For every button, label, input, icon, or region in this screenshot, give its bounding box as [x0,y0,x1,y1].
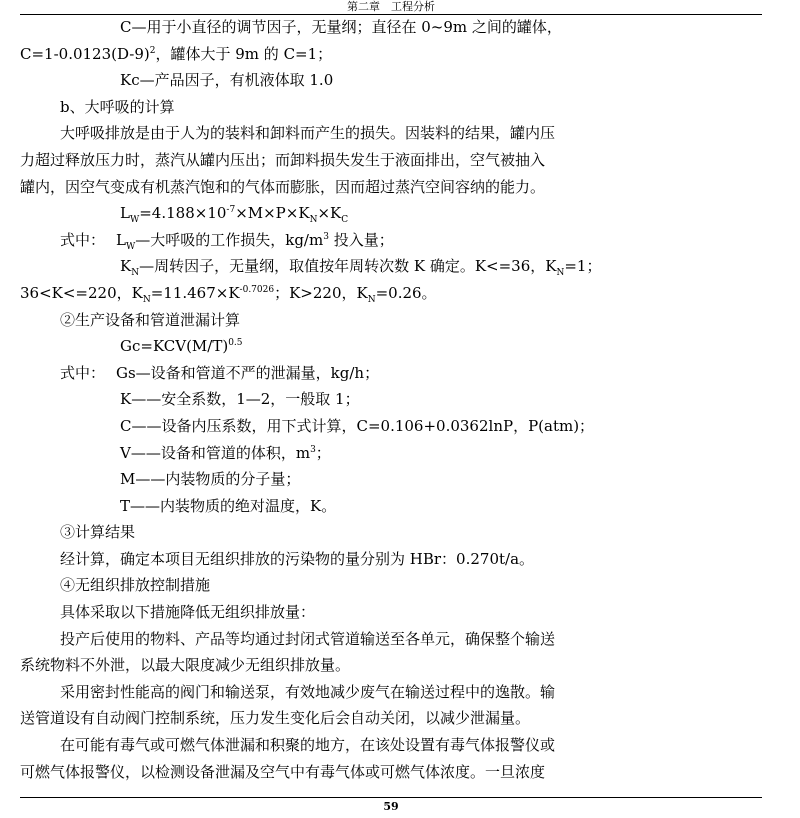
paragraph-line [20,440,762,467]
text: Gs—设备和管道不严的泄漏量，kg/h； [116,363,380,382]
text: 在可能有毒气或可燃气体泄漏和积聚的地方，在该处设置有毒气体报警仪或 [60,736,556,755]
text: b、大呼吸的计算 [60,97,175,116]
text: ③计算结果 [60,523,136,542]
page-number: 59 [383,800,399,813]
text: 罐内，因空气变成有机蒸汽饱和的气体而膨胀，因而超过蒸汽空间容纳的能力。 [20,177,546,196]
text: ②生产设备和管道泄漏计算 [60,310,241,329]
text: Kc—产品因子，有机液体取 1.0 [120,71,334,90]
text: 力超过释放压力时，蒸汽从罐内压出；而卸料损失发生于液面排出，空气被抽入 [20,150,546,169]
text: 采用密封性能高的阀门和输送泵，有效地减少废气在输送过程中的逸散。输 [60,682,556,701]
paragraph-line [20,280,762,307]
paragraph-line [20,679,762,706]
formula: L [120,204,130,223]
text: ，罐体大于 9m 的 C=1； [155,44,333,63]
subscript: N [309,215,318,226]
formula: =4.188×10 [139,204,227,223]
formula: Gc=KCV(M/T) [120,337,229,356]
paragraph-line [20,705,762,732]
paragraph-line [20,466,762,493]
text: 具体采取以下措施降低无组织排放量： [60,603,316,622]
subsection-heading [20,572,762,599]
superscript: 3 [310,444,316,455]
text: 可燃气体报警仪，以检测设备泄漏及空气中有毒气体或可燃气体浓度。一旦浓度 [20,762,546,781]
text: C—用于小直径的调节因子，无量纲；直径在 0~9m 之间的罐体， [120,18,562,36]
text: V——设备和管道的体积，m [120,443,311,462]
text: 送管道设有自动阀门控制系统，压力发生变化后会自动关闭，以减少泄漏量。 [20,709,531,728]
paragraph-line [20,546,762,573]
paragraph-line [20,147,762,174]
running-header [20,0,762,15]
formula: ×M×P×K [235,204,310,223]
paragraph-line [20,732,762,759]
where-label: 式中： [60,363,106,382]
paragraph-line [20,599,762,626]
paragraph-line [20,67,762,94]
text: M——内装物质的分子量； [120,470,301,489]
text: ；K>220，K [274,283,368,302]
text: 36<K<=220，K [20,283,143,302]
subsection-heading [20,519,762,546]
subsection-heading [20,94,762,121]
formula: L [116,230,126,249]
text: —周转因子，无量纲，取值按年周转次数 K 确定。K<=36，K [139,257,557,276]
subscript: N [142,294,151,305]
superscript: 0.5 [228,338,243,349]
text: 经计算，确定本项目无组织排放的污染物的量分别为 HBr：0.270t/a。 [60,549,535,568]
text: 投产后使用的物料、产品等均通过封闭式管道输送至各单元，确保整个输送 [60,629,556,648]
superscript: 3 [323,231,329,242]
text: C——设备内压系数，用下式计算，C=0.106+0.0362lnP，P(atm)； [120,416,595,435]
formula-line [20,200,762,227]
subscript: N [131,268,140,279]
subscript: N [367,294,376,305]
text: 投入量； [328,230,394,249]
paragraph-line [20,413,762,440]
paragraph-line [20,253,762,280]
text: 系统物料不外泄，以最大限度减少无组织排放量。 [20,656,351,675]
paragraph-line [20,626,762,653]
subscript: W [129,215,140,226]
text: T——内装物质的绝对温度，K。 [120,496,337,515]
subsection-heading [20,307,762,334]
formula: C=1-0.0123(D-9) [20,44,150,63]
subscript: N [556,268,565,279]
header-title: 第二章 工程分析 [347,0,435,13]
formula: K [120,257,132,276]
paragraph-line [20,41,762,68]
paragraph-line [20,759,762,786]
paragraph-line [20,174,762,201]
paragraph-line [20,120,762,147]
text: ； [315,443,331,462]
text: =1； [564,257,602,276]
superscript: 2 [149,45,156,56]
subscript: W [125,241,136,252]
paragraph-line [20,652,762,679]
footer-divider [20,797,762,798]
where-label: 式中： [60,230,106,249]
superscript: -0.7026 [239,284,275,295]
paragraph-line [20,360,762,387]
text: ④无组织排放控制措施 [60,576,211,595]
formula: ×K [317,204,342,223]
paragraph-line [20,386,762,413]
paragraph-line [20,227,762,254]
formula-line [20,333,762,360]
text: =11.467×K [150,283,240,302]
text: =0.26。 [375,283,437,302]
subscript: C [341,215,349,226]
text: 大呼吸排放是由于人为的装料和卸料而产生的损失。因装料的结果，罐内压 [60,124,556,143]
page-body [20,14,762,785]
paragraph-line [20,493,762,520]
text: K——安全系数，1—2，一般取 1； [120,390,360,409]
paragraph-line [20,14,762,41]
text: —大呼吸的工作损失，kg/m [135,230,324,249]
superscript: -7 [226,205,236,216]
